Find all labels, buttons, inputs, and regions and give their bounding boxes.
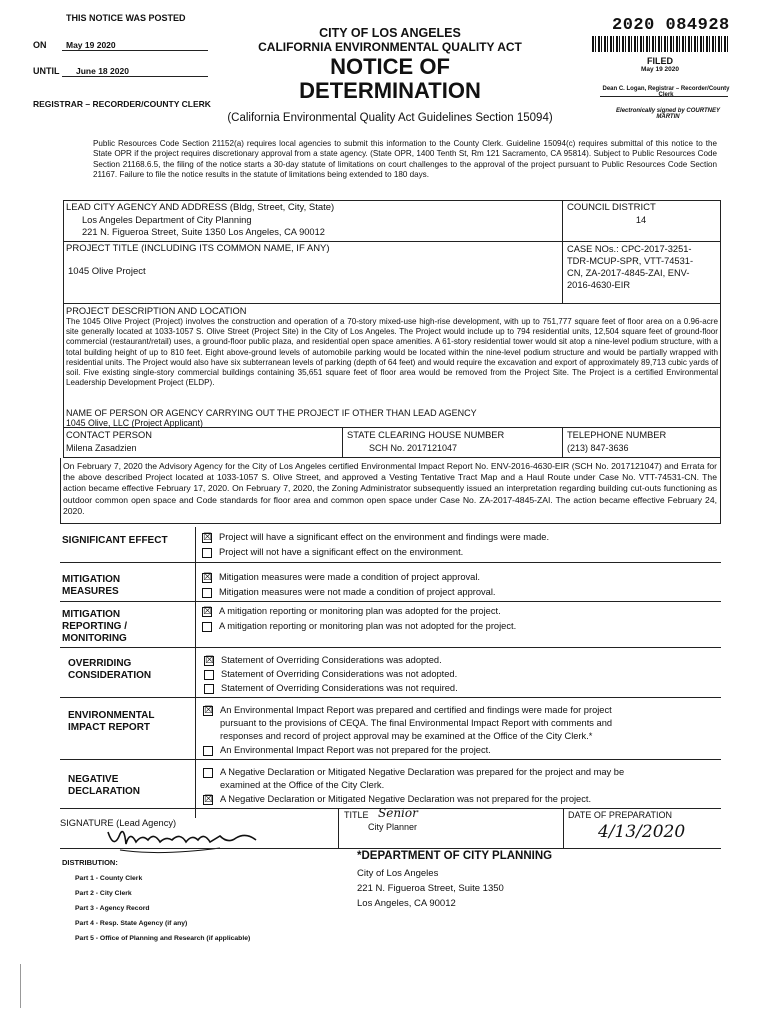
eir-option-2[interactable]	[203, 744, 491, 756]
eir-option-1-line-1: An Environmental Impact Report was prepared and certified and findings were made for project	[220, 705, 612, 715]
determination-text: On February 7, 2020 the Advisory Agency for the City of Los Angeles certified Environmental Impact Report No. ENV-2016-4630-EIR (SCH No. 2017121047) and Errata for the above described Project located at 1033-1057 S. Olive Street, and approved a Vesting Tentative Tract Map and a Haul Route under Case No. VTT-74531-CN. The action became effective February 17, 2020. On February 7, 2020, the Zoning Administrator subsequently issued an interpretation regarding building cut-outs functioning as outdoor common open space and Code standards for floor area and common open space under Case No. ZA-2017-4845-ZAI. The action became effective February 24, 2020.	[63, 461, 717, 516]
monitoring-label-2: REPORTING /	[62, 621, 128, 632]
phone-cell	[563, 428, 721, 458]
overriding-checkbox-1[interactable]: ☒	[205, 654, 214, 666]
negative-label-2: DECLARATION	[68, 786, 141, 797]
monitoring-checkbox-2[interactable]	[202, 622, 212, 632]
eir-checkbox-1[interactable]: ☒	[204, 704, 213, 716]
signature-divider	[338, 808, 339, 848]
case-nos-line-3: CN, ZA-2017-4845-ZAI, ENV-	[567, 268, 690, 278]
mitigation-checkbox-2[interactable]	[202, 588, 212, 598]
signature-label: SIGNATURE (Lead Agency)	[60, 818, 177, 828]
contact-name: Milena Zasadzien	[66, 443, 137, 453]
lead-agency-address: 221 N. Figueroa Street, Suite 1350 Los Angeles, CA 90012	[82, 227, 325, 237]
overriding-option-3-text: Statement of Overriding Considerations was not required.	[221, 683, 458, 693]
distribution-label: DISTRIBUTION:	[62, 858, 118, 867]
mitigation-option-1-text: Mitigation measures were made a condition of project approval.	[219, 572, 480, 582]
distribution-item: Part 5 - Office of Planning and Research (if applicable)	[75, 935, 251, 942]
department-line-2: 221 N. Figueroa Street, Suite 1350	[357, 883, 504, 894]
eir-option-1-line-2: pursuant to the provisions of CEQA. The final Environmental Impact Report with comments and	[220, 718, 613, 728]
mitigation-option-1[interactable]	[202, 571, 480, 583]
sch-label: STATE CLEARING HOUSE NUMBER	[347, 430, 505, 440]
distribution-item: Part 3 - Agency Record	[75, 905, 150, 912]
eir-option-1[interactable]	[203, 704, 612, 716]
department-title: *DEPARTMENT OF CITY PLANNING	[357, 850, 553, 862]
date-label: DATE OF PREPARATION	[568, 810, 673, 820]
monitoring-label-3: MONITORING	[62, 633, 127, 644]
registrar-label: REGISTRAR – RECORDER/COUNTY CLERK	[33, 99, 211, 109]
phone-label: TELEPHONE NUMBER	[567, 430, 667, 440]
negative-option-2-text: A Negative Declaration or Mitigated Negative Declaration was not prepared for the project.	[220, 794, 592, 804]
significant-checkbox-2[interactable]	[202, 548, 212, 558]
monitoring-option-1-text: A mitigation reporting or monitoring plan was adopted for the project.	[219, 606, 501, 616]
person-value: 1045 Olive, LLC (Project Applicant)	[66, 418, 203, 428]
case-nos-cell	[563, 242, 721, 304]
intro-paragraph: Public Resources Code Section 21152(a) requires local agencies to submit this information to the County Clerk. Guideline 15094(c) requires submittal of this notice to the State OPR if the project requires discretionary approval from a state agency. (State OPR, 1400 Tenth St, Rm 121 Sacramento, CA 95814). Subject to Public Resources Code Section 21168.6.5, the filing of the notice starts a 30-day statute of limitations on court challenges to the approval of the project pursuant to Public Resources Code Section 21167. Failure to file the notice results in the statute of limitations being extended to 180 days.	[93, 139, 717, 180]
significant-option-2-text: Project will not have a significant effect on the environment.	[219, 547, 464, 557]
distribution-item: Part 4 - Resp. State Agency (if any)	[75, 920, 188, 927]
negative-checkbox-2[interactable]: ☒	[204, 793, 213, 805]
contact-cell	[63, 428, 343, 458]
negative-option-1[interactable]	[203, 766, 624, 778]
department-line-3: Los Angeles, CA 90012	[357, 898, 456, 909]
negative-label-1: NEGATIVE	[68, 774, 119, 785]
date-value: 4/13/2020	[598, 822, 686, 842]
filed-date: May 19 2020	[641, 66, 679, 73]
negative-option-1-line-2: examined at the Office of the City Clerk.	[220, 780, 385, 790]
distribution-list	[75, 871, 250, 946]
distribution-item: Part 1 - County Clerk	[75, 875, 143, 882]
significant-option-1-text: Project will have a significant effect on the environment and findings were made.	[219, 532, 550, 542]
case-nos-line-4: 2016-4630-EIR	[567, 280, 631, 290]
eir-checkbox-2[interactable]	[203, 746, 213, 756]
overriding-label-2: CONSIDERATION	[68, 670, 152, 681]
title-line-2: DETERMINATION	[299, 78, 481, 103]
posted-notice: THIS NOTICE WAS POSTED	[66, 13, 186, 23]
lead-agency-label: LEAD CITY AGENCY AND ADDRESS (Bldg, Street, City, State)	[66, 202, 335, 213]
divider-5	[60, 759, 721, 760]
monitoring-checkbox-1[interactable]: ☒	[203, 605, 212, 617]
on-label: ON	[33, 40, 47, 50]
monitoring-label	[62, 609, 127, 645]
significant-option-1[interactable]	[202, 531, 549, 543]
eir-option-2-text: An Environmental Impact Report was not prepared for the project.	[220, 745, 491, 755]
project-title-label: PROJECT TITLE (INCLUDING ITS COMMON NAME, IF ANY)	[66, 243, 330, 254]
project-title-cell	[63, 242, 563, 304]
eir-option-1-line-3: responses and record of project approval may be examined at the Office of the City Clerk.*	[220, 731, 593, 741]
divider-4	[60, 697, 721, 698]
filing-number: 2020 084928	[612, 16, 730, 35]
negative-option-1-line-1: A Negative Declaration or Mitigated Negative Declaration was prepared for the project and may be	[220, 767, 625, 777]
guidelines-subtitle: (California Environmental Quality Act Guidelines Section 15094)	[227, 112, 553, 124]
case-nos	[567, 243, 693, 291]
monitoring-option-2[interactable]	[202, 620, 516, 632]
overriding-option-3[interactable]	[204, 682, 458, 694]
mitigation-option-2-text: Mitigation measures were not made a condition of project approval.	[219, 587, 496, 597]
description-cell	[63, 304, 721, 428]
negative-option-2[interactable]	[203, 793, 591, 805]
overriding-checkbox-3[interactable]	[204, 684, 214, 694]
scan-mark	[20, 964, 21, 1008]
negative-label	[68, 774, 140, 798]
until-label: UNTIL	[33, 66, 60, 76]
posted-on-date: May 19 2020	[62, 40, 208, 51]
title-label: TITLE	[344, 810, 369, 820]
date-divider	[563, 808, 564, 848]
determination-cell	[60, 458, 721, 524]
eir-label	[68, 710, 154, 734]
phone-value: (213) 847-3636	[567, 443, 629, 453]
significant-option-2[interactable]	[202, 546, 463, 558]
case-nos-line-1: CASE NOs.: CPC-2017-3251-	[567, 244, 692, 254]
significant-checkbox-1[interactable]: ☒	[203, 531, 212, 543]
signed-line: Electronically signed by COURTNEY MARTIN	[616, 108, 720, 120]
monitoring-label-1: MITIGATION	[62, 609, 121, 620]
title-line-1: NOTICE OF	[330, 54, 450, 79]
description-text: The 1045 Olive Project (Project) involves the construction and operation of a 70-story mixed-use high-rise development, with up to 751,777 square feet of floor area on a 0.96-acre site generally located at 1033-1057 S. Olive Street (Project Site) in the City of Los Angeles. The Project would include up to 794 residential units, 12,504 square feet of ground-floor commercial (restaurant/retail) uses, a ground-floor public plaza, and residential open space amenities. A 61-story residential tower would sit atop a nine-level podium structure, with a total building height of up to 810 feet. Eight above-ground levels of automobile parking would be located within the nine-level podium structure and would be partially wrapped with residential units. The Project would also have six subterranean levels of parking (depth of 64 feet) and would require the excavation and export of approximately 89,713 cubic yards of soil. Five existing single-story commercial buildings containing 35,651 square feet of floor area would be removed from the Project Site. The Project is a certified Environmental Leadership Development Project (ELDP).	[66, 317, 718, 388]
monitoring-option-1[interactable]	[202, 605, 501, 617]
title-value: City Planner	[368, 822, 418, 832]
council-cell	[563, 200, 721, 242]
overriding-option-1-text: Statement of Overriding Considerations was adopted.	[221, 655, 442, 665]
negative-checkbox-1[interactable]	[203, 768, 213, 778]
signature-image	[100, 820, 270, 858]
clerk-line: Dean C. Logan, Registrar – Recorder/County Clerk	[602, 86, 730, 98]
department-line-1: City of Los Angeles	[357, 868, 439, 879]
council-value: 14	[635, 215, 647, 225]
significant-label: SIGNIFICANT EFFECT	[62, 535, 168, 546]
monitoring-option-2-text: A mitigation reporting or monitoring plan was not adopted for the project.	[219, 621, 517, 631]
description-label: PROJECT DESCRIPTION AND LOCATION	[66, 306, 247, 316]
overriding-label-1: OVERRIDING	[68, 658, 132, 669]
label-column-divider	[195, 527, 196, 818]
project-title-value: 1045 Olive Project	[68, 266, 146, 277]
mitigation-label	[62, 574, 120, 598]
filed-label: FILED	[647, 56, 673, 66]
lead-agency-name: Los Angeles Department of City Planning	[82, 215, 252, 225]
overriding-option-2[interactable]	[204, 668, 457, 680]
eir-label-1: ENVIRONMENTAL	[68, 710, 155, 721]
distribution-item: Part 2 - City Clerk	[75, 890, 132, 897]
overriding-option-2-text: Statement of Overriding Considerations was not adopted.	[221, 669, 458, 679]
title-handwritten: Senior	[378, 806, 418, 820]
contact-label: CONTACT PERSON	[66, 430, 152, 440]
clerk-divider	[600, 96, 728, 97]
overriding-checkbox-2[interactable]	[204, 670, 214, 680]
sch-value: SCH No. 2017121047	[369, 443, 458, 453]
overriding-label	[68, 658, 151, 682]
divider-7	[60, 848, 721, 849]
mitigation-option-2[interactable]	[202, 586, 495, 598]
divider-1	[60, 562, 721, 563]
person-label: NAME OF PERSON OR AGENCY CARRYING OUT THE PROJECT IF OTHER THAN LEAD AGENCY	[66, 408, 477, 418]
case-nos-line-2: TDR-MCUP-SPR, VTT-74531-	[567, 256, 694, 266]
overriding-option-1[interactable]	[204, 654, 442, 666]
posted-until-date: June 18 2020	[62, 66, 208, 77]
filing-barcode	[592, 36, 728, 52]
act-name: CALIFORNIA ENVIRONMENTAL QUALITY ACT	[258, 40, 522, 54]
city-name: CITY OF LOS ANGELES	[319, 26, 461, 40]
sch-cell	[343, 428, 563, 458]
divider-3	[60, 647, 721, 648]
mitigation-label-1: MITIGATION	[62, 574, 121, 585]
eir-label-2: IMPACT REPORT	[68, 722, 151, 733]
lead-agency-cell	[63, 200, 563, 242]
mitigation-label-2: MEASURES	[62, 586, 119, 597]
council-label: COUNCIL DISTRICT	[567, 202, 656, 213]
divider-2	[60, 601, 721, 602]
mitigation-checkbox-1[interactable]: ☒	[203, 571, 212, 583]
department-address	[357, 866, 504, 911]
